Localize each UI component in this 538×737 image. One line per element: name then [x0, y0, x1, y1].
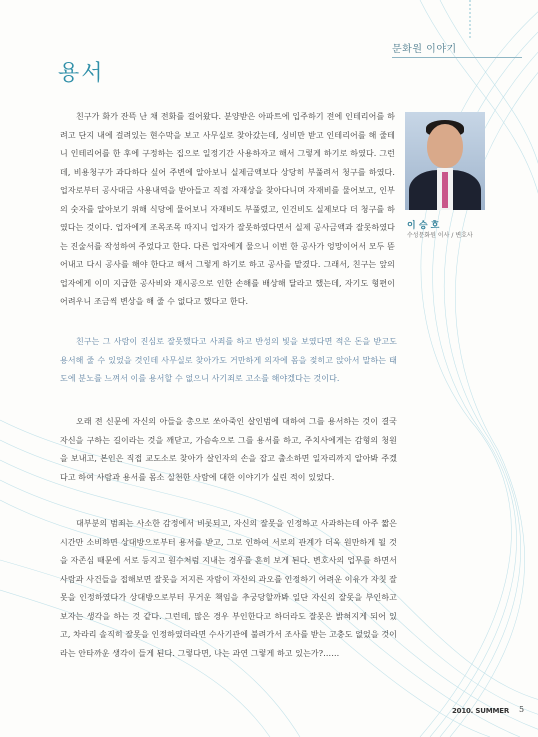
page-number: 5 — [519, 705, 525, 714]
author-photo — [405, 112, 485, 210]
section-label: 문화원 이야기 — [392, 40, 522, 58]
article-title: 용서 — [58, 61, 105, 86]
author-name: 이 승 호 — [407, 221, 440, 231]
body-paragraph-2: 친구는 그 사람이 진심로 잘못했다고 사죄를 하고 반성의 빛을 보였다면 적은 돈을 받고도 용서해 줄 수 있었을 것인데 사무실로 찾아가도 거만하게 의자에 몸을 젖히고 앉아서 말하는 태도에 분노를 느껴서 이를 용서할 수 없으니 사기죄로 고소를 해야겠다는 것이다. — [60, 337, 397, 383]
body-paragraph-1: 친구가 화가 잔뜩 난 채 전화를 걸어왔다. 분양받은 아파트에 입주하기 전에 인테리어를 하려고 단지 내에 걸려있는 현수막을 보고 사무실로 찾아갔는데, 싱비만 받고 인테리어를 해 줄테니 인테리어를 한 후에 구정하는 집으로 일정기간 사용하자고 해서 그렇게 하기로 하였다. 그런데, 비용청구가 과다하다 싶어 주변에 알아보니 실제금액보다 상당히 부풀려서 청구를 하였다. 업자로부터 공사대금 사용내역을 받아들고 직접 자재상을 찾아다니며 자재비를 물어보고, 인부의 숫자를 알아보기 위해 식당에 물어보니 자재비도 부풀렸고, 인건비도 실제보다 더 청구를 하였다는 것이다. 업자에게 조목조목 따지니 업자가 잘못하였다면서 실제 공사금액과 잘못하였다는 진술서를 작성하여 주었다고 한다. 다른 업자에게 물으니 이번 한 공사가 엉망이어서 모두 뜯어내고 다시 공사를 해야 한다고 해서 그렇게 하기로 하고 공사를 맡겼다. 그래서, 친구는 앞의 업자에게 이미 지급한 공사비와 재시공으로 인한 손해를 배상해 달라고 했는데, 자기도 형편이 어려우니 조금씩 변상을 해 줄 수 없다고 했다고 한다. — [60, 112, 395, 306]
magazine-issue: 2010. SUMMER — [452, 707, 510, 715]
author-role: 수성문화원 이사 / 변호사 — [407, 232, 473, 239]
body-paragraph-3: 오래 전 신문에 자신의 아들을 총으로 쏘아죽인 살인범에 대하여 그를 용서하는 것이 결국 자신을 구하는 길이라는 것을 깨닫고, 가슴속으로 그를 용서를 하고, 주치사에게는 감형의 청원을 보내고, 본인은 직접 교도소로 찾아가 살인자의 손을 잡고 출소하면 일자리까지 알아봐 주겠다고 하여 사람과 용서를 몸소 실천한 사람에 대한 이야기가 실린 적이 있었다. — [60, 417, 397, 482]
body-paragraph-4: 대부분의 범죄는 사소한 감정에서 비롯되고, 자신의 잘못을 인정하고 사과하는데 아주 짧은 시간만 소비하면 상대방으로부터 용서를 받고, 그로 인하여 서로의 관계가 더욱 원만하게 될 것을 자존심 때문에 서로 등지고 원수처럼 지내는 경우를 흔히 보게 된다. 변호사의 업무를 하면서 사람과 사건들을 접해보면 잘못을 저지른 자람이 자신의 과오를 인정하기 어려운 이유가 자칫 잘못을 인정하였다가 상대방으로부터 무거운 책임을 추궁당할까봐 일단 자신의 잘못을 부인하고 보자는 생각을 하는 것 같다. 그런데, 많은 경우 부인한다고 하더라도 잘못은 밝혀지게 되어 있고, 차라리 솔직히 잘못을 인정하였더라면 수사기관에 불려가서 조사를 받는 고충도 없었을 것이라는 안타까운 생각이 들게 된다. 그렇다면, 나는 과연 그렇게 하고 있는가?…… — [60, 519, 398, 658]
